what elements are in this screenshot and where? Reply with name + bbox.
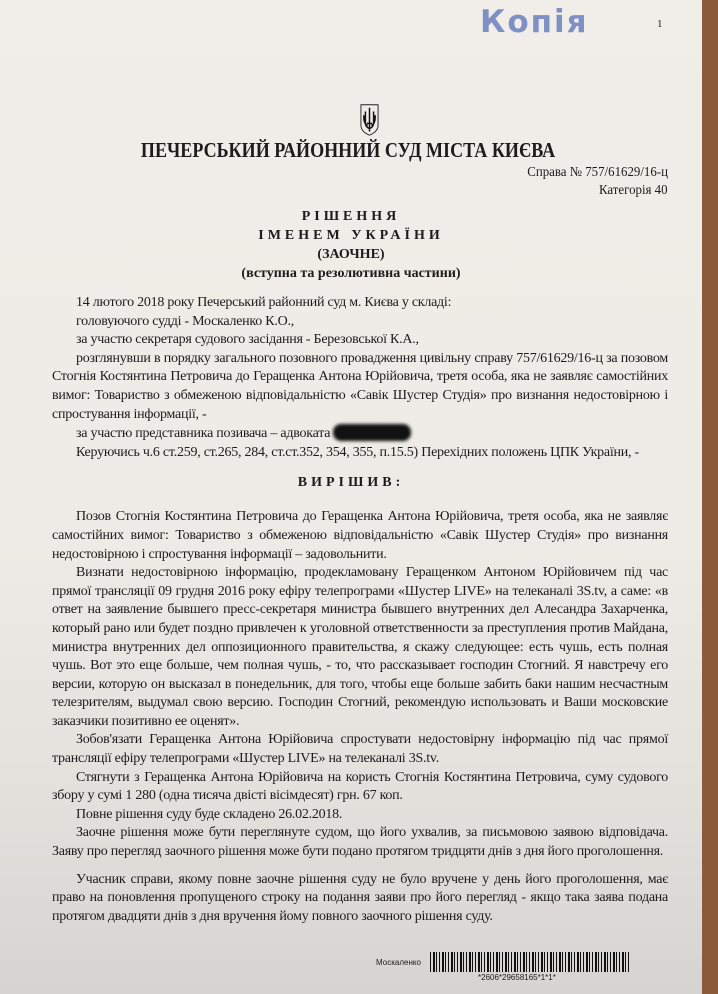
barcode-block <box>376 952 636 984</box>
resolution-paragraph: Заочне рішення може бути переглянуте судом, що його ухвалив, за письмовою заявою відповідача. Заяву про перегляд заочного рішення може бути подано протягом тридцяти днів з дня його проголошення. <box>52 825 668 860</box>
intro-section <box>52 294 668 462</box>
resolution-section <box>52 508 668 926</box>
intro-secretary: за участю секретаря судового засідання - Березовської К.А., <box>76 332 419 348</box>
representative-text: за участю представника позивача – адвоката <box>76 426 331 442</box>
barcode-number: *2606*29658165*1*1* <box>478 973 556 983</box>
decision-type: (ЗАОЧНЕ) <box>317 247 385 262</box>
decision-subtitle: ІМЕНЕМ УКРАЇНИ <box>258 228 444 243</box>
resolution-paragraph: Учасник справи, якому повне заочне рішення суду не було вручене у день його проголошення, має право на поновлення пропущеного строку на подання заяви про його перегляд - якщо така заява подана протягом двадцяти днів з дня вручення йому повного заочного рішення суду. <box>52 871 668 924</box>
redaction <box>333 424 411 441</box>
case-number: Справа № 757/61629/16-ц <box>527 165 668 180</box>
page-number: 1 <box>657 18 663 30</box>
copy-stamp: Копія <box>480 4 589 40</box>
intro-representative <box>52 424 668 444</box>
resolution-paragraph: Стягнути з Геращенка Антона Юрійовича на користь Стогнія Костянтина Петровича, суму судового збору у сумі 1 280 (одна тисяча двісті вісімдесят) грн. 67 коп. <box>52 769 668 804</box>
barcode-label: Москаленко <box>376 958 421 968</box>
category: Категорія 40 <box>599 183 668 198</box>
court-name: ПЕЧЕРСЬКИЙ РАЙОННИЙ СУД МІСТА КИЄВА <box>140 138 556 162</box>
decision-parts: (вступна та резолютивна частини) <box>241 266 461 281</box>
resolution-paragraph: Повне рішення суду буде складено 26.02.2018. <box>76 806 343 822</box>
resolution-paragraph: Визнати недостовірною інформацію, продекламовану Геращенком Антоном Юрійовичем під час прямої трансляції 09 грудня 2016 року ефіру телепрограми «Шустер LIVE» на телеканалі 3S.tv, а саме: «в ответ на заявление бывшего пресс-секретаря министра бывшего внутренних дел Алесандра Захарченка, который рано или будет поздно привлечен к уголовной ответственности за преступления против Майдана, министра внутренних дел оппозиционного правительства, я скажу следующее: есть чушь, есть полная чушь. Вот это еще больше, чем полная чушь, - то, что рассказывает господин Стогний. Я навстречу его версии, которую он высказал в понедельник, для того, чтобы еще больше забить баки нашим несчастным телезрителям, выдумал свою версию. Господин Стогний, рекомендую использовать и Ваши московские заказчики позитивно ее оценят». <box>52 565 668 729</box>
decision-title: РІШЕННЯ <box>301 209 401 224</box>
resolution-paragraph: Позов Стогнія Костянтина Петровича до Геращенка Антона Юрійовича, третя особа, яка не заявляє самостійних вимог: Товариство з обмеженою відповідальністю «Савік Шустер Студія» про визнання недостовірною і спростування інформації – задовольнити. <box>52 509 668 562</box>
intro-legal-basis: Керуючись ч.6 ст.259, ст.265, 284, ст.ст.352, 354, 355, п.15.5) Перехідних положень ЦПК України, - <box>76 444 639 460</box>
intro-case: розглянувши в порядку загального позовного провадження цивільну справу 757/61629/16-ц за позовом Стогнія Костянтина Петровича до Геращенка Антона Юрійовича, третя особа, яка не заявляє самостійних вимог: Товариство з обмеженою відповідальністю «Савік Шустер Студія» про визнання недостовірною і спростування інформації, - <box>52 350 668 422</box>
intro-judge: головуючого судді - Москаленко К.О., <box>76 313 294 329</box>
intro-date: 14 лютого 2018 року Печерський районний суд м. Києва у складі: <box>76 295 452 310</box>
decided-heading: ВИРІШИВ: <box>297 475 405 491</box>
resolution-paragraph: Зобов'язати Геращенка Антона Юрійовича спростувати недостовірну інформацію під час прямої трансляції ефіру телепрограми «Шустер LIVE» на телеканалі 3S.tv. <box>52 732 668 767</box>
document-body <box>52 0 668 994</box>
barcode <box>430 952 630 972</box>
